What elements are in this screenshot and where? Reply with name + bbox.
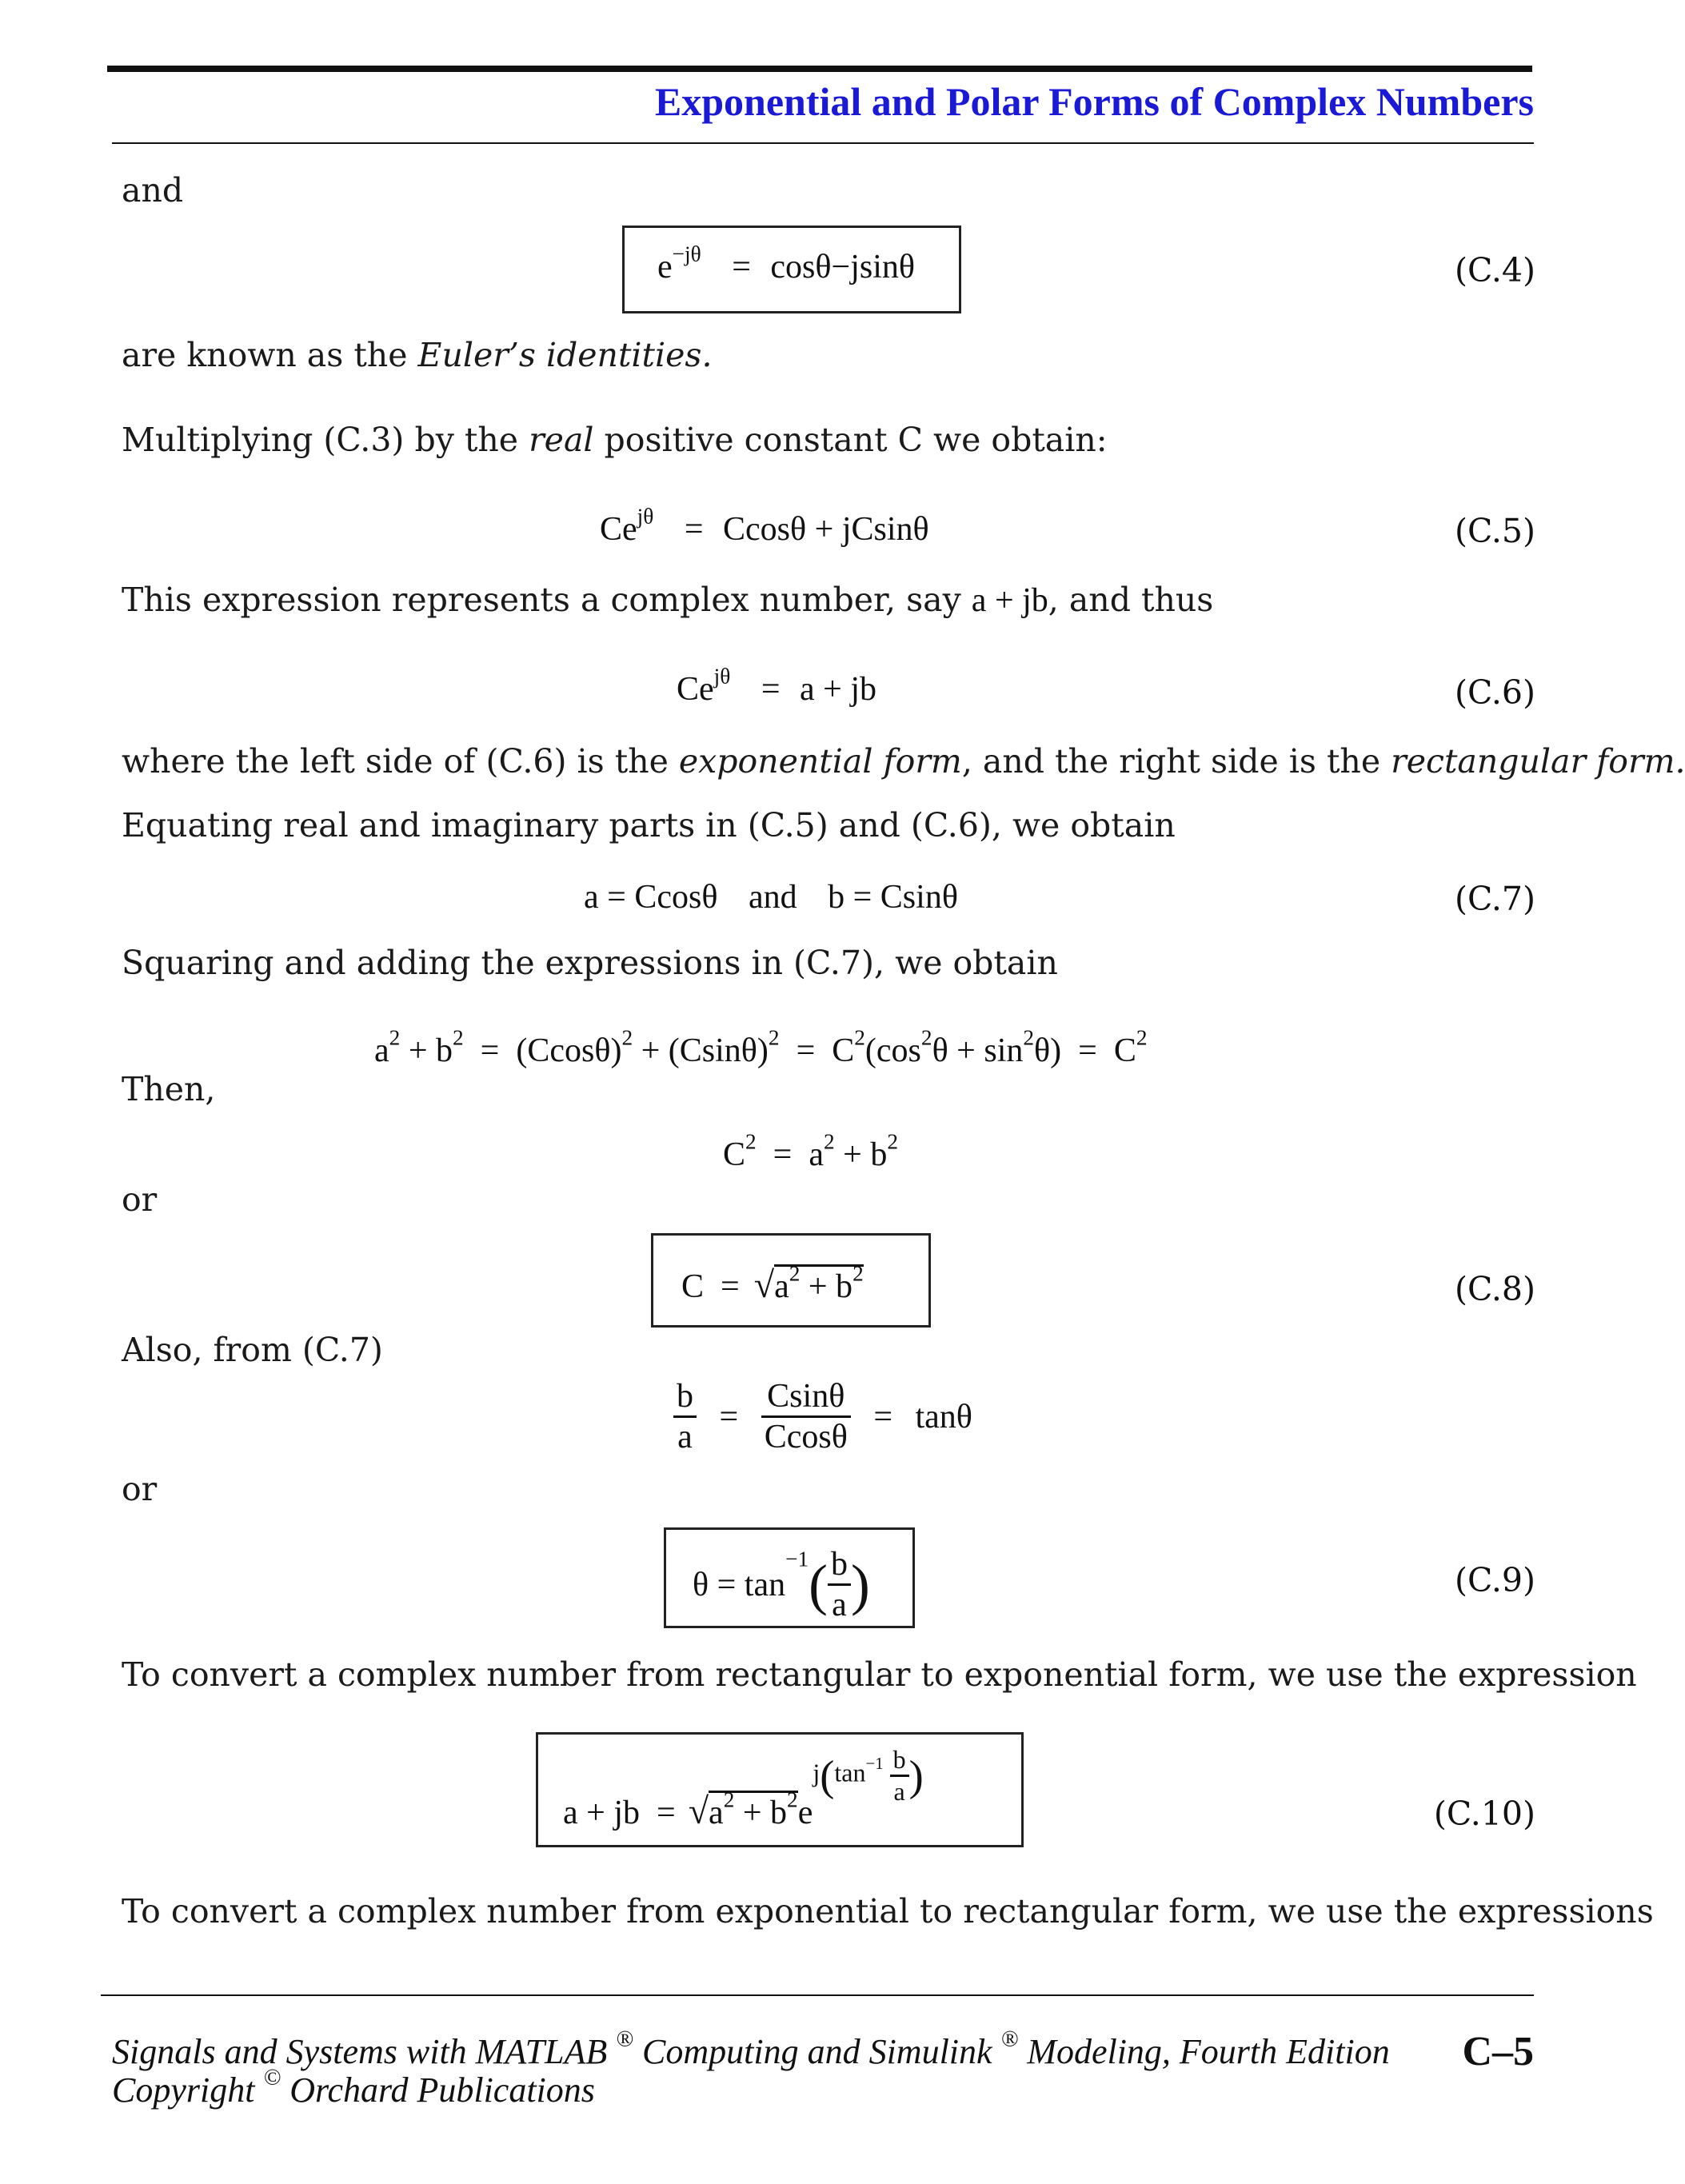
paren-close: )	[908, 1751, 924, 1800]
equation-number-c6: (C.6)	[1454, 673, 1535, 712]
fraction-b-over-a: $\frac{b}{a}$	[673, 1377, 697, 1457]
page-number: C–5	[1462, 2029, 1534, 2074]
paragraph-convert-exp-to-rect: To convert a complex number from exponential to rectangular form, we use the expressions	[122, 1892, 1654, 1930]
header-top-rule	[107, 66, 1532, 72]
sqrt-icon: √	[753, 1264, 775, 1305]
footer-copyright: Copyright © Orchard Publications	[112, 2065, 595, 2110]
header-bottom-rule	[112, 142, 1534, 144]
equation-number-c5: (C.5)	[1454, 512, 1535, 550]
paragraph-euler: are known as the Euler’s identities.	[122, 336, 713, 374]
paren-open: (	[809, 1553, 828, 1617]
equation-number-c8: (C.8)	[1454, 1270, 1535, 1308]
paren-open: (	[820, 1751, 835, 1800]
footer-rule	[101, 1994, 1534, 1996]
paragraph-also: Also, from (C.7)	[122, 1331, 383, 1369]
paragraph-or-2: or	[122, 1470, 158, 1508]
equation-c4: $e^{-j\theta} = \cos\theta-jsin\theta$	[657, 242, 915, 285]
paragraph-multiplying: Multiplying (C.3) by the real positive constant C we obtain:	[122, 421, 1108, 459]
paragraph-and: and	[122, 171, 184, 210]
paragraph-squaring: Squaring and adding the expressions in (C.7), we obtain	[122, 944, 1058, 982]
paragraph-then: Then,	[122, 1070, 216, 1108]
equation-c8: $C = √a^2 + b^2$	[681, 1261, 864, 1305]
equation-c9: $\theta = \tan^{-1}$( $\frac{b}{a}$ )	[693, 1546, 870, 1624]
equation-squared-sum: $a^2 + b^2 = (Ccos\theta)^2 + (Csin\theta)^2 = C^2(\cos^2\theta + \sin^2\theta) = C^2$	[374, 1025, 1148, 1069]
paragraph-this-expression: This expression represents a complex number, say a + jb, and thus	[122, 581, 1214, 619]
equation-c5: $Ce^{j\theta} = Ccos\theta + jCsin\theta$	[600, 504, 929, 548]
equation-number-c4: (C.4)	[1454, 251, 1535, 289]
equation-number-c9: (C.9)	[1454, 1561, 1535, 1599]
paragraph-convert-rect-to-exp: To convert a complex number from rectangular to exponential form, we use the expression	[122, 1655, 1637, 1694]
paren-close: )	[850, 1553, 870, 1617]
equation-c-squared: $C^2 = a^2 + b^2$	[723, 1129, 898, 1173]
paragraph-or-1: or	[122, 1180, 158, 1219]
equation-c7: a = Ccosθ and b = Csinθ	[584, 879, 958, 916]
equation-number-c7: (C.7)	[1454, 880, 1535, 918]
equation-c6: $Ce^{j\theta} = a$ + jb	[677, 664, 877, 708]
fraction-csin-over-ccos: $\frac{Csin\theta}{Ccos\theta}$	[761, 1377, 851, 1457]
equation-c10: a + jb = $√a^2 + b^2ej(\tan^{-1}$ $\frac{b}{a}$ )	[563, 1745, 924, 1831]
paragraph-equating: Equating real and imaginary parts in (C.5) and (C.6), we obtain	[122, 806, 1176, 844]
sqrt-icon: √	[688, 1791, 709, 1831]
footer-book-title: Signals and Systems with MATLAB ® Computing and Simulink ® Modeling, Fourth Edition	[112, 2026, 1390, 2071]
paragraph-where: where the left side of (C.6) is the exponential form, and the right side is the rectangular form.	[122, 742, 1685, 781]
running-title: Exponential and Polar Forms of Complex Numbers	[654, 79, 1534, 124]
equation-ratio: $\frac{b}{a}$ = $\frac{Csin\theta}{Ccos\theta}$ = tanθ	[673, 1377, 972, 1457]
equation-number-c10: (C.10)	[1433, 1795, 1535, 1833]
